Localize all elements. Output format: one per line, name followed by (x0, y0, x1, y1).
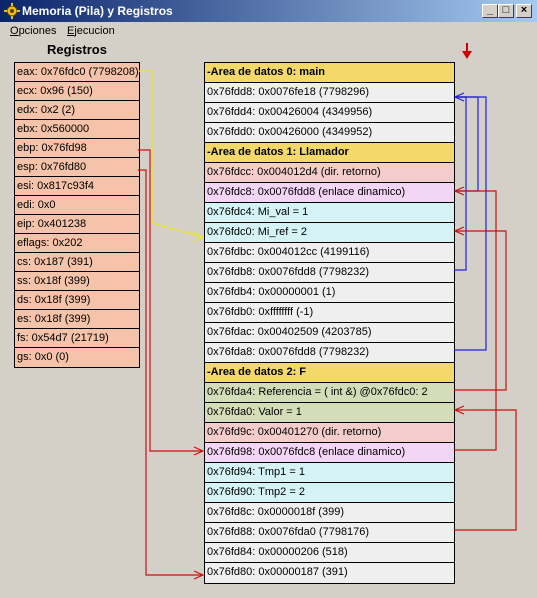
link-fd98 (454, 191, 496, 450)
stack-cell: 0x76fdbc: 0x004012cc (4199116) (205, 243, 454, 263)
register-item: eip: 0x401238 (15, 215, 139, 234)
menu-ejecucion-mnemonic: E (67, 25, 75, 37)
maximize-button[interactable]: □ (498, 4, 514, 18)
stack-cell: 0x76fdd0: 0x00426000 (4349952) (205, 123, 454, 143)
register-item: eflags: 0x202 (15, 234, 139, 253)
link-fda4 (454, 231, 506, 390)
menu-opciones-mnemonic: O (10, 25, 19, 37)
stack-cell: 0x76fd90: Tmp2 = 2 (205, 483, 454, 503)
stack-cell: 0x76fd94: Tmp1 = 1 (205, 463, 454, 483)
register-item: ss: 0x18f (399) (15, 272, 139, 291)
esp-arrow (138, 170, 202, 575)
stack-area-header: -Area de datos 1: Llamador (205, 143, 454, 163)
stack-cell: 0x76fdc4: Mi_val = 1 (205, 203, 454, 223)
stack-cell: 0x76fd8c: 0x0000018f (399) (205, 503, 454, 523)
register-item: ebp: 0x76fd98 (15, 139, 139, 158)
stack-cell: 0x76fdb4: 0x00000001 (1) (205, 283, 454, 303)
stack-cell: 0x76fdd8: 0x0076fe18 (7798296) (205, 83, 454, 103)
stack-cell: 0x76fdac: 0x00402509 (4203785) (205, 323, 454, 343)
menu-ejecucion-label: jecucion (74, 25, 115, 37)
stack-area-header: -Area de datos 0: main (205, 63, 454, 83)
register-item: cs: 0x187 (391) (15, 253, 139, 272)
stack-cell: 0x76fdcc: 0x004012d4 (dir. retorno) (205, 163, 454, 183)
stack-cell: 0x76fd84: 0x00000206 (518) (205, 543, 454, 563)
window-title: Memoria (Pila) y Registros (22, 4, 173, 18)
stack-cell: 0x76fdd4: 0x00426004 (4349956) (205, 103, 454, 123)
stack-cell: 0x76fdb0: 0xffffffff (-1) (205, 303, 454, 323)
stack-cell: 0x76fd88: 0x0076fda0 (7798176) (205, 523, 454, 543)
menu-opciones-label: pciones (18, 25, 57, 37)
eax-arrow (138, 71, 202, 237)
registers-title: Registros (47, 42, 107, 57)
register-item: eax: 0x76fdc0 (7798208) (15, 63, 139, 82)
stack-cell: 0x76fd80: 0x00000187 (391) (205, 563, 454, 583)
stack-cell: 0x76fd9c: 0x00401270 (dir. retorno) (205, 423, 454, 443)
register-item: ecx: 0x96 (150) (15, 82, 139, 101)
register-item: ebx: 0x560000 (15, 120, 139, 139)
stack-cell: 0x76fdc8: 0x0076fdd8 (enlace dinamico) (205, 183, 454, 203)
stack-area-header: -Area de datos 2: F (205, 363, 454, 383)
register-item: esi: 0x817c93f4 (15, 177, 139, 196)
link-fd88 (454, 410, 516, 530)
register-item: ds: 0x18f (399) (15, 291, 139, 310)
link-fda8 (454, 97, 486, 350)
minimize-button[interactable]: _ (482, 4, 498, 18)
stack-cell: 0x76fd98: 0x0076fdc8 (enlace dinamico) (205, 443, 454, 463)
stack-cell: 0x76fdc0: Mi_ref = 2 (205, 223, 454, 243)
register-item: esp: 0x76fd80 (15, 158, 139, 177)
register-item: es: 0x18f (399) (15, 310, 139, 329)
stack-cell: 0x76fda8: 0x0076fdd8 (7798232) (205, 343, 454, 363)
close-button[interactable]: × (516, 4, 532, 18)
ebp-arrow (138, 150, 202, 451)
register-item: gs: 0x0 (0) (17, 351, 69, 363)
stack-cell: 0x76fda4: Referencia = ( int &) @0x76fdc0: 2 (205, 383, 454, 403)
stack-cell: 0x76fda0: Valor = 1 (205, 403, 454, 423)
register-item: fs: 0x54d7 (21719) (15, 329, 139, 348)
link-fdb8 (454, 97, 466, 270)
register-item: edi: 0x0 (15, 196, 139, 215)
register-item: edx: 0x2 (2) (15, 101, 139, 120)
stack-cell: 0x76fdb8: 0x0076fdd8 (7798232) (205, 263, 454, 283)
